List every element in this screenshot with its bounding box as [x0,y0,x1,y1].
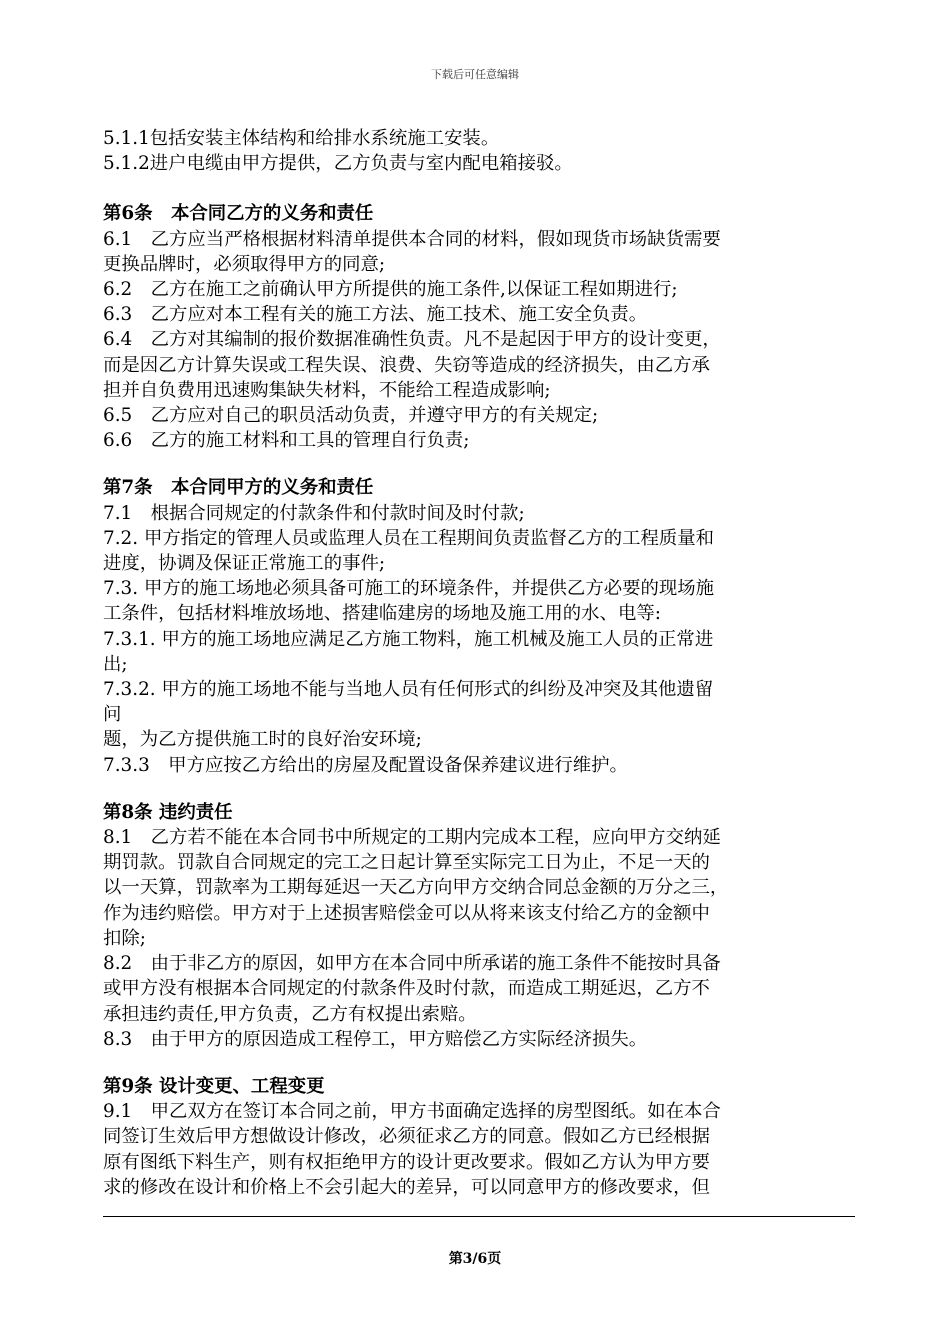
paragraph-line: 而是因乙方计算失误或工程失误、浪费、失窃等造成的经济损失，由乙方承 [103,354,710,376]
paragraph-line: 6.1 乙方应当严格根据材料清单提供本合同的材料，假如现货市场缺货需要 [103,228,721,250]
paragraph-line: 或甲方没有根据本合同规定的付款条件及时付款，而造成工期延迟，乙方不 [103,978,710,1000]
section-title-8: 第8条 违约责任 [103,801,233,823]
paragraph-line: 6.2 乙方在施工之前确认甲方所提供的施工条件,以保证工程如期进行; [103,279,678,301]
paragraph-line: 求的修改在设计和价格上不会引起大的差异，可以同意甲方的修改要求，但 [103,1176,710,1198]
section-title-9: 第9条 设计变更、工程变更 [103,1075,325,1097]
intro-line: 5.1.1包括安装主体结构和给排水系统施工安装。 [103,128,500,149]
intro-line: 5.1.2进户电缆由甲方提供，乙方负责与室内配电箱接驳。 [103,153,573,175]
paragraph-line: 出; [103,653,128,675]
paragraph-line: 6.4 乙方对其编制的报价数据准确性负责。凡不是起因于甲方的设计变更， [103,329,721,351]
paragraph-line: 以一天算，罚款率为工期每延迟一天乙方向甲方交纳合同总金额的万分之三， [103,877,729,899]
document-body [103,126,853,1200]
paragraph-line: 6.6 乙方的施工材料和工具的管理自行负责; [103,430,470,452]
paragraph-line: 工条件，包括材料堆放场地、搭建临建房的场地及施工用的水、电等: [103,603,661,625]
paragraph-line: 7.3. 甲方的施工场地必须具备可施工的环境条件，并提供乙方必要的现场施 [103,578,715,600]
page-header: 下载后可任意编辑 [431,68,519,81]
paragraph-line: 7.3.2. 甲方的施工场地不能与当地人员有任何形式的纠纷及冲突及其他遗留 [103,679,714,701]
paragraph-line: 担并自负费用迅速购集缺失材料，不能给工程造成影响; [103,379,551,401]
paragraph-line: 7.1 根据合同规定的付款条件和付款时间及时付款; [103,502,525,524]
paragraph-line: 9.1 甲乙双方在签订本合同之前，甲方书面确定选择的房型图纸。如在本合 [103,1101,721,1123]
paragraph-line: 期罚款。罚款自合同规定的完工之日起计算至实际完工日为止，不足一天的 [103,852,710,874]
paragraph-line: 进度，协调及保证正常施工的事件; [103,553,386,575]
section-title-7: 第7条 本合同甲方的义务和责任 [103,477,374,499]
footer-divider [103,1216,855,1217]
paragraph-line: 7.3.1. 甲方的施工场地应满足乙方施工物料，施工机械及施工人员的正常进 [103,628,714,650]
paragraph-line: 作为违约赔偿。甲方对于上述损害赔偿金可以从将来该支付给乙方的金额中 [103,902,710,924]
paragraph-line: 承担违约责任,甲方负责，乙方有权提出索赔。 [103,1003,477,1025]
paragraph-line: 同签订生效后甲方想做设计修改，必须征求乙方的同意。假如乙方已经根据 [103,1126,710,1148]
section-title-6: 第6条 本合同乙方的义务和责任 [103,203,374,225]
paragraph-line: 6.5 乙方应对自己的职员活动负责，并遵守甲方的有关规定; [103,405,599,427]
paragraph-line: 8.2 由于非乙方的原因，如甲方在本合同中所承诺的施工条件不能按时具备 [103,953,721,975]
page-number: 第3/6页 [448,1251,502,1267]
paragraph-line: 更换品牌时，必须取得甲方的同意; [103,253,386,275]
paragraph-line: 8.1 乙方若不能在本合同书中所规定的工期内完成本工程，应向甲方交纳延 [103,827,721,849]
paragraph-line: 原有图纸下料生产，则有权拒绝甲方的设计更改要求。假如乙方认为甲方要 [103,1151,710,1173]
paragraph-line: 扣除; [103,927,146,949]
paragraph-line: 8.3 由于甲方的原因造成工程停工，甲方赔偿乙方实际经济损失。 [103,1028,648,1050]
paragraph-line: 7.2. 甲方指定的管理人员或监理人员在工程期间负责监督乙方的工程质量和 [103,527,715,549]
paragraph-line: 问 [103,704,122,726]
paragraph-line: 6.3 乙方应对本工程有关的施工方法、施工技术、施工安全负责。 [103,304,648,326]
paragraph-line: 题，为乙方提供施工时的良好治安环境; [103,729,422,751]
paragraph-line: 7.3.3 甲方应按乙方给出的房屋及配置设备保养建议进行维护。 [103,754,628,776]
